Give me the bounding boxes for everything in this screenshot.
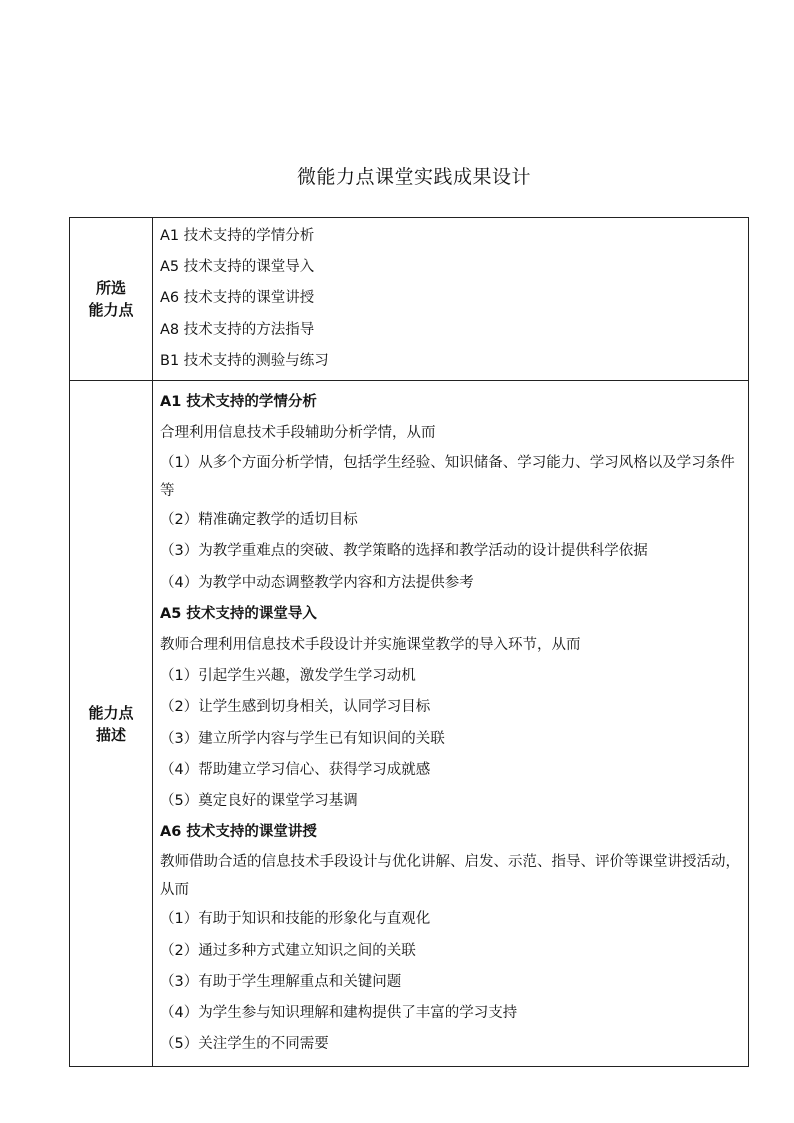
selected-point-item: B1 技术支持的测验与练习 (160, 352, 329, 369)
design-table (69, 217, 749, 1067)
section-item-a1: （4）为教学中动态调整教学内容和方法提供参考 (160, 574, 474, 591)
selected-points-label (70, 218, 153, 381)
section-heading-a1: A1 技术支持的学情分析 (160, 393, 317, 410)
section-item-a5: （1）引起学生兴趣，激发学生学习动机 (160, 668, 416, 685)
section-item-a5: （3）建立所学内容与学生已有知识间的关联 (160, 730, 445, 747)
selected-points-label-line-1: 所选 (95, 279, 126, 297)
selected-points-list (153, 218, 749, 381)
description-label-line-1: 能力点 (88, 703, 134, 722)
section-item-a6: （4）为学生参与知识理解和建构提供了丰富的学习支持 (160, 1004, 518, 1021)
section-intro-a5: 教师合理利用信息技术手段设计并实施课堂教学的导入环节，从而 (160, 636, 581, 653)
section-intro-a1: 合理利用信息技术手段辅助分析学情，从而 (160, 424, 436, 441)
section-heading-a6: A6 技术支持的课堂讲授 (160, 824, 317, 841)
selected-points-row (70, 218, 749, 381)
section-item-a6: （3）有助于学生理解重点和关键问题 (160, 973, 402, 990)
section-intro-a6: 教师借助合适的信息技术手段设计与优化讲解、启发、示范、指导、评价等课堂讲授活动，从而 (160, 854, 740, 899)
description-content (153, 381, 749, 1067)
description-label (70, 381, 153, 1067)
selected-point-item: A8 技术支持的方法指导 (160, 321, 315, 338)
section-item-a1: （3）为教学重难点的突破、教学策略的选择和教学活动的设计提供科学依据 (160, 543, 648, 560)
section-item-a6: （2）通过多种方式建立知识之间的关联 (160, 942, 416, 959)
section-item-a6: （5）关注学生的不同需要 (160, 1036, 329, 1053)
section-heading-a5: A5 技术支持的课堂导入 (160, 605, 317, 622)
selected-point-item: A1 技术支持的学情分析 (160, 228, 315, 244)
selected-points-label-line-2: 能力点 (88, 301, 134, 319)
description-row (70, 381, 749, 1067)
section-item-a1: （1）从多个方面分析学情，包括学生经验、知识储备、学习能力、学习风格以及学习条件等 (160, 455, 735, 500)
description-label-line-2: 描述 (95, 725, 126, 744)
selected-point-item: A6 技术支持的课堂讲授 (160, 290, 315, 307)
selected-point-item: A5 技术支持的课堂导入 (160, 259, 315, 276)
section-item-a1: （2）精准确定教学的适切目标 (160, 512, 358, 529)
section-item-a6: （1）有助于知识和技能的形象化与直观化 (160, 911, 431, 928)
section-item-a5: （5）奠定良好的课堂学习基调 (160, 792, 358, 809)
section-item-a5: （4）帮助建立学习信心、获得学习成就感 (160, 761, 431, 778)
section-item-a5: （2）让学生感到切身相关，认同学习目标 (160, 699, 431, 716)
document-title: 微能力点课堂实践成果设计 (296, 166, 531, 188)
